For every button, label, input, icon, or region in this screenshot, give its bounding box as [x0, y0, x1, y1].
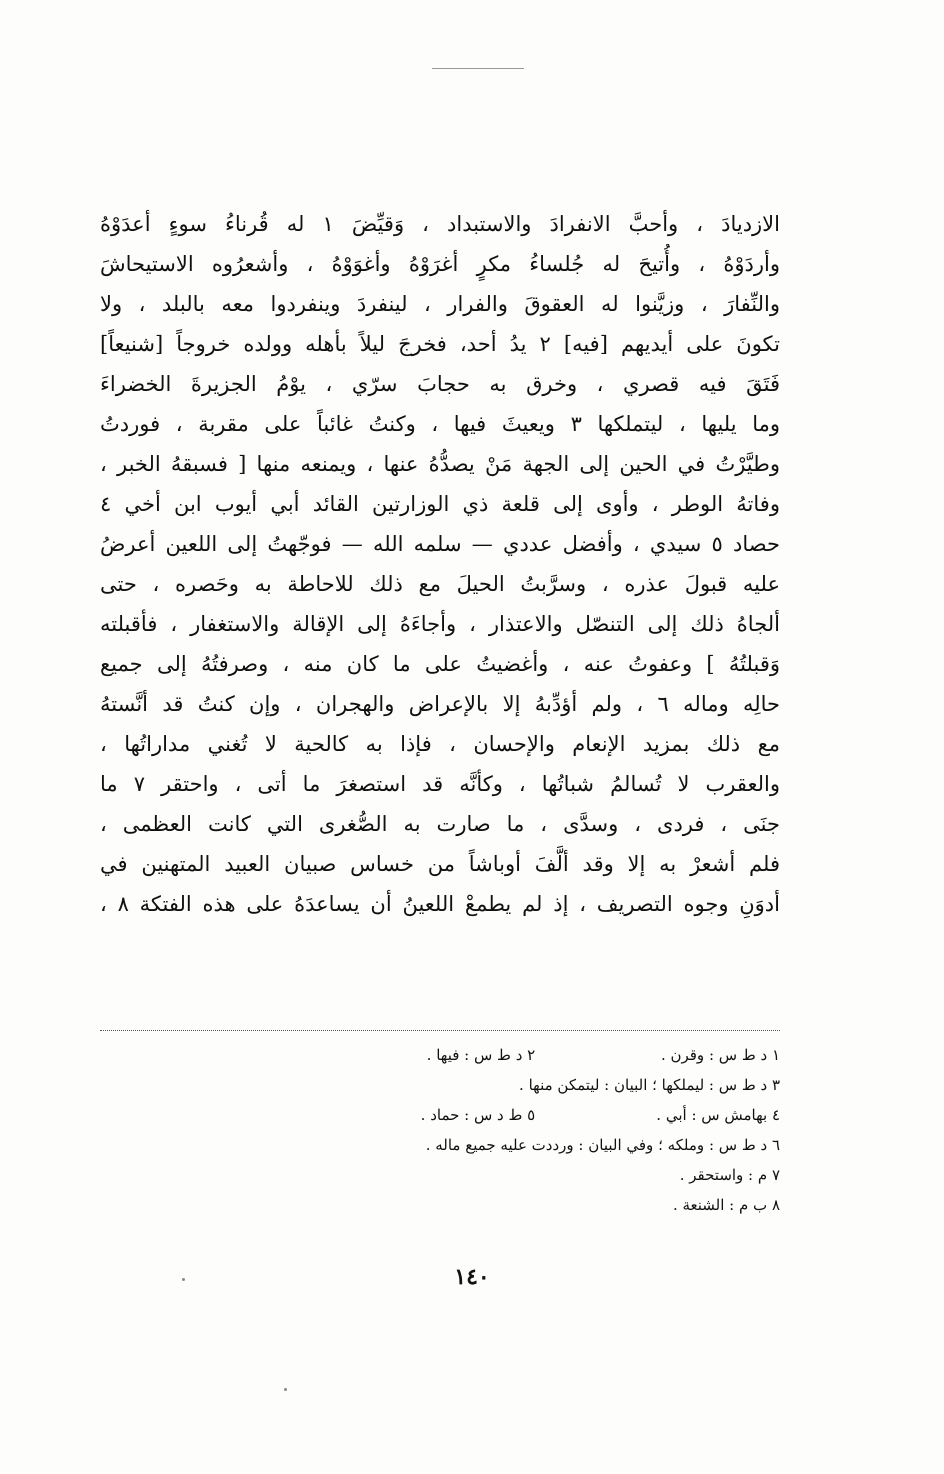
text-line: ألجاهُ ذلك إلى التنصّل والاعتذار ، وأجاءَهُ إلى الإقالة والاستغفار ، فأقبلته	[100, 612, 780, 636]
text-line: وطيَّرْتُ في الحين إلى الجهة مَنْ يصدُّهُ عنها ، ويمنعه منها [ فسبقهُ الخبر ،	[100, 452, 780, 476]
text-line: الازديادَ ، وأحبَّ الانفرادَ والاستبداد ، وَقيِّضَ ١ له قُرناءُ سوءٍ أعدَوْهُ	[100, 212, 780, 236]
text-line: وما يليها ، ليتملكها ٣ ويعيثَ فيها ، وكنتُ غائباً على مقربة ، فوردتُ	[100, 412, 780, 436]
footnote-row	[220, 1070, 780, 1100]
scan-speck	[182, 1278, 185, 1281]
footnote-row	[220, 1160, 780, 1190]
text-line: وَقبلتُهُ ] وعفوتُ عنه ، وأغضيتُ على ما كان منه ، وصرفتُهُ إلى جميع	[100, 652, 780, 676]
body-text	[100, 204, 780, 924]
footnote: ٧ م : واستحقر .	[679, 1166, 780, 1184]
text-line: جنَى ، فردى ، وسدَّى ، ما صارت به الصُّغرى التي كانت العظمى ،	[100, 812, 780, 836]
text-line: مع ذلك بمزيد الإنعام والإحسان ، فإذا به كالحية لا تُغني مداراتُها ،	[100, 732, 780, 756]
footnote: ١ د ط س : وقرن .	[660, 1046, 780, 1064]
top-rule	[432, 68, 524, 69]
scan-speck	[284, 1388, 287, 1391]
footnote: ٥ ط د س : حماد .	[420, 1106, 536, 1124]
footnotes	[220, 1040, 780, 1220]
footnote-separator	[100, 1030, 780, 1031]
footnote-row	[220, 1100, 780, 1130]
text-line: تكونَ على أيديهم [فيه] ٢ يدُ أحد، فخرجَ ليلاً بأهله وولده خروجاً [شنيعاً]	[100, 332, 780, 356]
text-line: أدوَنِ وجوه التصريف ، إذ لم يطمعْ اللعينُ أن يساعدَهُ على هذه الفتكة ٨ ،	[100, 892, 780, 916]
footnote-row	[220, 1190, 780, 1220]
footnote: ٢ د ط س : فيها .	[426, 1046, 536, 1064]
page-number: ١٤٠	[454, 1264, 490, 1290]
text-line: عليه قبولَ عذره ، وسرَّبتُ الحيلَ مع ذلك للاحاطة به وحَصره ، حتى	[100, 572, 780, 596]
text-line: والعقرب لا تُسالمُ شباتُها ، وكأنَّه قد استصغرَ ما أتى ، واحتقر ٧ ما	[100, 772, 780, 796]
footnote: ٣ د ط س : ليملكها ؛ البيان : ليتمكن منها .	[519, 1076, 780, 1094]
text-line: والنِّفارَ ، وزيَّنوا له العقوقَ والفرار ، لينفردَ وينفردوا معه بالبلد ، ولا	[100, 292, 780, 316]
text-line: فلم أشعرْ به إلا وقد ألَّفَ أوباشاً من خساس صبيان العبيد المتهنين في	[100, 852, 780, 876]
footnote-row	[220, 1130, 780, 1160]
text-line: حصاد ٥ سيدي ، وأفضل عددي — سلمه الله — فوجّهتُ إلى اللعين أعرضُ	[100, 532, 780, 556]
text-line: وفاتهُ الوطر ، وأوى إلى قلعة ذي الوزارتين القائد أبي أيوب ابن أخي ٤	[100, 492, 780, 516]
text-line: فَتَقَ فيه قصري ، وخرق به حجابَ سرّي ، يوْمُ الجزيرةَ الخضراءَ	[100, 372, 780, 396]
text-line: حالِه وماله ٦ ، ولم أؤدِّبهُ إلا بالإعراض والهجران ، وإن كنتُ قد أنَّستهُ	[100, 692, 780, 716]
text-line: وأردَوْهُ ، وأُتيحَ له جُلساءُ مكرٍ أغرَوْهُ وأغوَوْهُ ، وأشعرُوه الاستيحاشَ	[100, 252, 780, 276]
footnote: ٤ بهامش س : أبي .	[656, 1106, 780, 1124]
footnote: ٦ د ط س : وملكه ؛ وفي البيان : ورددت عليه جميع ماله .	[425, 1136, 780, 1154]
footnote-row	[220, 1040, 780, 1070]
footnote: ٨ ب م : الشنعة .	[672, 1196, 780, 1214]
